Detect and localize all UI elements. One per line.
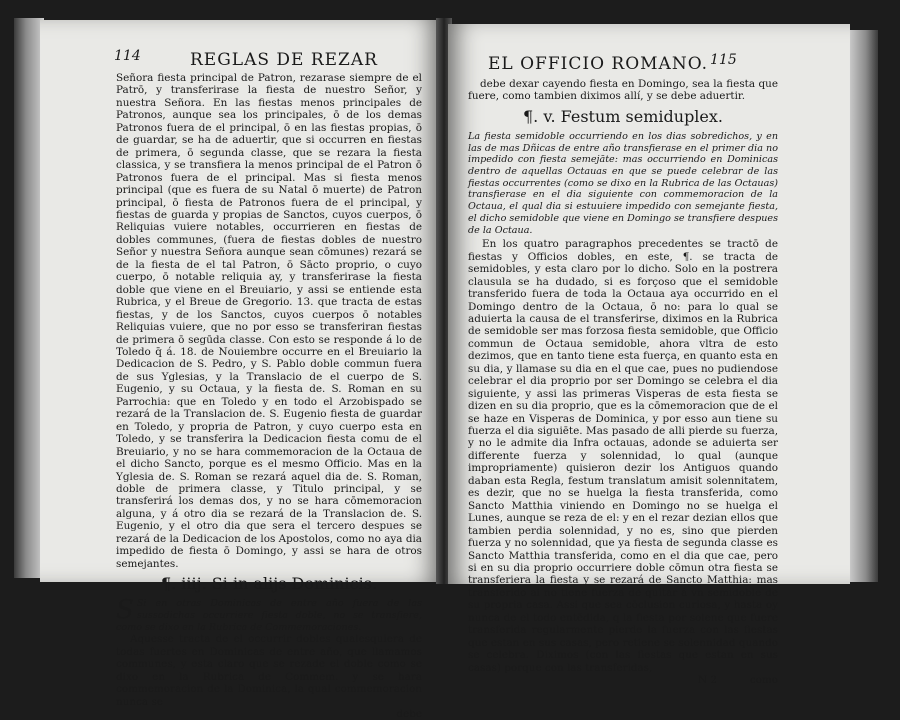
paragraph: En los quatro paragraphos precedentes se tractō de fiestas y Officios dobles, en este, ¶. se tracta de semidobles, y esta claro por lo dicho. Solo en la postrera clausula se ha dudado, si es forçoso que el semidoble transferido fuera de toda la Octaua aya occurrido en el Domingo dentro de la Octaua, ō no: para lo qual se aduierta la causa de el transferirse, diximos en la Rubrica de semidoble ser mas forzosa fiesta semidoble, que Officio commun de Octaua semidoble, ahora vltra de esto dezimos, que en tanto tiene esta fuerça, en quanto esta en su dia, y llamase su dia en el que cae, pues no pudiendose celebrar el dia proprio por ser Domingo se celebra el dia siguiente, y assi las primeras Visperas de esta fiesta se dizen en su dia proprio, que es la cōmemoracion que de el se haze en Visperas de Dominica, y por esso aun tiene su fuerza el dia siguiēte. Mas pasado de alli pierde su fuerza, y no le admite dia Infra octauas, adonde se aduierta ser differente fuerza y solennidad, lo qual (aunque impropriamente) quisieron dezir los Antiguos quando daban esta Regla, festum translatum amisit solennitatem, es dezir, que no se huelga la fiesta transferida, como Sancto Matthia viniendo en Domingo no se huelga el Lunes, aunque se reza de el: y en el rezar dezian ellos que tambien perdia solennidad, y no es, sino que pierden fuerza y no solennidad, que ya fiesta de segunda classe es Sancto Matthia transferida, como en el dia que cae, pero si en su dia proprio occurriere doble cōmun otra fiesta se transferiera la fiesta y se rezará de Sancto Matthia: mas transferido ai no tiene fuerza de quitar á vn semidoble de su propria casa. Assi que sea cōclusion curiosa, y hasta oy nunca de el todo entēdida, q la fiesta por solene que fuere transferida regularmente pierde la fuerza con las fiestas que estan en sus casas, pero retiene se solennidad quando se celebra. Diximos (con las fiestas que estan en sus casas) porque con las transferidas,	[468, 238, 778, 674]
rubric: S Si en otras Dominicas de entre año fuera de las sussodichas occurriere fiesta doble, no se transfiere, como se dixo en la Rubrica de Commemoraciones.	[116, 595, 422, 633]
catchword: debe	[396, 707, 422, 720]
left-page	[40, 20, 440, 720]
right-page-body	[468, 78, 778, 688]
paragraph: Señora fiesta principal de Patron, rezarase siempre de el Patrō, y transferirase la fiesta de nuestro Señor, y nuestra Señora. En las fiestas menos principales de Patronos, aunque sea los principales, ō de los demas Patronos fuera de el principal, ō en las fiestas propias, ō de guardar, se ha de aduertir, que si occurren en fiestas de primera, ō segunda classe, que se rezara la fiesta classica, y se transfiera la menos principal de el Patron ō Patronos fuera de el principal. Mas si fiesta menos principal (que es fuera de su Natal ō muerte) de Patron principal, ō fiesta de Patronos fuera de el principal, y fiestas de guarda y propias de Sanctos, cuyos cuerpos, ō Reliquias vuiere notables, occurrieren en fiestas de dobles communes, (fuera de fiestas dobles de nuestro Señor y nuestra Señora aunque sean cōmunes) rezará se de la fiesta de el tal Patron, ō Sācto proprio, o cuyo cuerpo, ō notable reliquia ay, y transferirase la fiesta doble que viene en el Breuiario, y assi se entiende esta Rubrica, y el Breue de Gregorio. 13. que tracta de estas fiestas, y de los Sanctos, cuyos cuerpos ō notables Reliquias vuiere, que no por esso se transferiran fiestas de primera ō segūda classe. Con esto se responde á lo de Toledo q̄ á. 18. de Nouiembre occurre en el Breuiario la Dedicacion de S. Pedro, y S. Pablo doble commun fuera de sus Yglesias, y la Translacio de el cuerpo de S. Eugenio, y su Octaua, y la fiesta de. S. Roman en su Parrochia: que en Toledo y en todo el Arzobispado se rezará de la Translacion de. S. Eugenio fiesta de guardar en Toledo, y propria de Patron, y cuyo cuerpo esta en Toledo, y se transferira la Dedicacion fiesta comu de el Breuiario, y no se hara commemoracion de la Octaua de el dicho Sancto, porque es el mesmo Officio. Mas en la Yglesia de. S. Roman se rezará aquel dia de. S. Roman, doble de primera classe, y Titulo principal, y se transferirá los demas dos, y no se hara cōmemoracion alguna, y á otro dia se rezará de la Translacion de. S. Eugenio, y el otro dia que sera el tercero despues se rezará de la Dedicacion de los Apostolos, como no aya dia impedido de fiesta ō Domingo, y assi se hara de otros semejantes.	[116, 72, 422, 570]
catchword: como	[749, 674, 778, 687]
page-number: 114	[114, 48, 141, 64]
page-footer	[468, 674, 778, 688]
right-page	[448, 24, 850, 687]
section-heading: ¶. v. Festum semiduplex.	[522, 106, 723, 126]
running-head: EL OFFICIO ROMANO.	[488, 54, 709, 74]
drop-cap: S	[116, 595, 134, 626]
right-page-edges	[848, 30, 878, 582]
paragraph: Aquesse tracta de el occurrir dobles qualesquiera de todas fuertes en Dominicas de entre año, que llamamos communes, y esta claro que se rezade el doble como se dixo en la Rubrica de Commem. y se hara commemoracion de la Dominica, la qual commemoracion nunca se	[116, 633, 422, 708]
running-head: REGLAS DE REZAR	[190, 50, 378, 70]
section-heading: ¶. iiij. Si in alijs Dominicis.	[160, 574, 378, 594]
page-number: 115	[710, 52, 737, 68]
signature-mark: N 2	[698, 674, 718, 687]
paragraph: debe dexar cayendo fiesta en Domingo, sea la fiesta que fuere, como tambien diximos allí, y se debe aduertir.	[468, 78, 778, 103]
left-page-body	[116, 72, 422, 720]
rubric: La fiesta semidoble occurriendo en los dias sobredichos, y en las de mas Dñicas de entre año transfierase en el primer dia no impedido con fiesta semejāte: mas occurriendo en Dominicas dentro de aquellas Octauas en que se puede celebrar de las fiestas occurrentes (como se dixo en la Rubrica de las Octauas) transfierase en el dia siguiente con commemoracion de la Octaua, el qual dia si estuuiere impedido con semejante fiesta, el dicho semidoble que viene en Domingo se transfiere despues de la Octaua.	[468, 130, 778, 236]
